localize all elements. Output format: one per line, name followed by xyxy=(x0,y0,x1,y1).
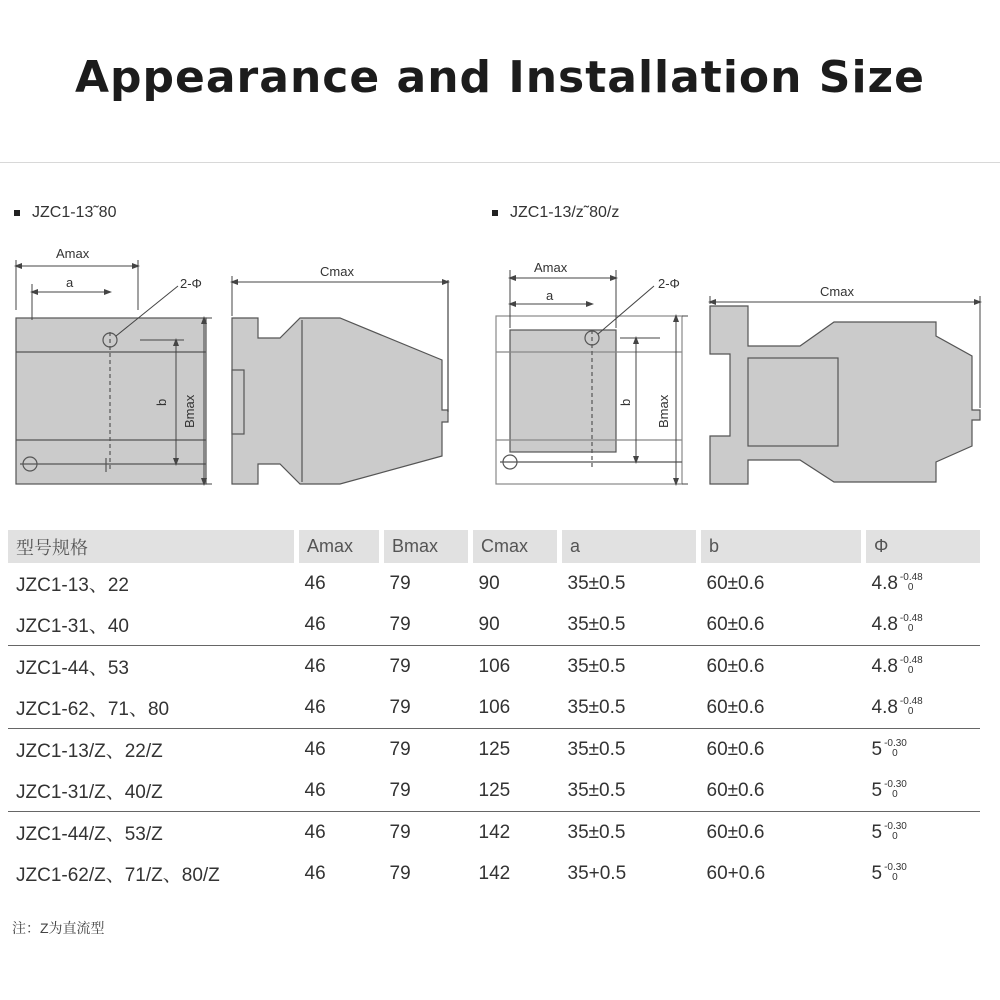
cell-bmax: 79 xyxy=(389,655,411,677)
size-table xyxy=(8,530,980,894)
header-phi: Φ xyxy=(864,530,981,563)
table-row xyxy=(8,646,980,688)
tol-lower: 0 xyxy=(907,582,914,594)
cell-bmax: 79 xyxy=(382,604,471,646)
cell-phi xyxy=(864,604,981,646)
phi-tolerance xyxy=(900,697,923,717)
amax-label-ac: Amax xyxy=(56,246,90,261)
cell-phi xyxy=(864,770,981,812)
section-label-dc xyxy=(492,204,619,222)
cell-model: JZC1-62、71、80 xyxy=(8,687,297,729)
tol-lower: 0 xyxy=(892,748,898,760)
b-label-ac: b xyxy=(154,398,169,406)
front-view-ac xyxy=(16,318,206,484)
table-row xyxy=(8,812,980,854)
amax-label-dc: Amax xyxy=(534,260,568,275)
hole-label-dc: 2-Φ xyxy=(658,276,680,291)
tol-lower: 0 xyxy=(892,789,898,801)
dimension-lines-ac-side xyxy=(232,276,446,316)
table-row xyxy=(8,604,980,646)
phi-tolerance xyxy=(900,614,923,634)
cell-phi xyxy=(864,853,981,894)
phi-value: 5 xyxy=(871,738,883,760)
tol-upper: -0.48 xyxy=(899,696,923,708)
cell-amax: 46 xyxy=(304,821,326,843)
cell-bmax: 79 xyxy=(382,770,471,812)
cell-b: 60±0.6 xyxy=(706,821,765,843)
tol-lower: 0 xyxy=(907,665,914,677)
cell-a: 35±0.5 xyxy=(560,604,699,646)
phi-tolerance xyxy=(884,822,907,842)
cell-a: 35±0.5 xyxy=(567,655,626,677)
cell-phi xyxy=(864,563,981,604)
cmax-label-ac: Cmax xyxy=(320,264,354,279)
footnote: 注：Z为直流型 xyxy=(12,920,105,936)
hole-label-ac: 2-Φ xyxy=(180,276,202,291)
cell-amax: 46 xyxy=(304,862,326,884)
cell-cmax: 125 xyxy=(478,738,511,760)
cell-amax: 46 xyxy=(297,770,382,812)
cell-phi xyxy=(864,729,981,771)
table-row xyxy=(8,853,980,894)
section-label-ac xyxy=(14,204,116,222)
cell-amax: 46 xyxy=(304,738,326,760)
cell-model: JZC1-44/Z、53/Z xyxy=(16,824,163,845)
tol-upper: -0.48 xyxy=(899,613,923,625)
cell-a: 35+0.5 xyxy=(567,862,627,884)
cell-b: 60±0.6 xyxy=(706,655,765,677)
cell-bmax: 79 xyxy=(389,821,411,843)
cell-a: 35±0.5 xyxy=(567,821,626,843)
header-a: a xyxy=(560,530,699,563)
tol-lower: 0 xyxy=(907,623,914,635)
table-row xyxy=(8,770,980,812)
cell-amax: 46 xyxy=(297,687,382,729)
bmax-label-dc: Bmax xyxy=(656,394,671,428)
header-bmax: Bmax xyxy=(382,530,471,563)
a-label-ac: a xyxy=(66,275,74,290)
phi-tolerance xyxy=(900,656,923,676)
header-amax: Amax xyxy=(297,530,382,563)
phi-value: 4.8 xyxy=(871,613,898,635)
phi-tolerance xyxy=(884,863,907,883)
cell-cmax: 106 xyxy=(471,687,560,729)
table-row xyxy=(8,729,980,771)
dimension-drawings xyxy=(0,240,1000,500)
table-row xyxy=(8,687,980,729)
cell-model: JZC1-13/Z、22/Z xyxy=(16,741,163,762)
tol-upper: -0.48 xyxy=(899,655,923,667)
cell-b: 60±0.6 xyxy=(699,770,864,812)
cell-b: 60±0.6 xyxy=(706,738,765,760)
cell-cmax: 142 xyxy=(478,862,511,884)
phi-tolerance xyxy=(900,573,923,593)
cell-bmax: 79 xyxy=(389,738,411,760)
phi-value: 5 xyxy=(871,821,883,843)
cell-cmax: 125 xyxy=(471,770,560,812)
cell-model: JZC1-62/Z、71/Z、80/Z xyxy=(16,865,220,886)
section-label-ac-text: JZC1-13˜80 xyxy=(32,204,117,221)
side-view-dc xyxy=(710,306,980,484)
tol-upper: -0.30 xyxy=(884,821,907,833)
cell-cmax: 90 xyxy=(478,572,500,594)
cell-phi xyxy=(864,812,981,854)
cell-b: 60±0.6 xyxy=(699,687,864,729)
tol-upper: -0.30 xyxy=(884,862,907,874)
table-header-row xyxy=(8,530,980,563)
tol-lower: 0 xyxy=(892,872,898,884)
cell-model: JZC1-44、53 xyxy=(16,658,129,679)
cell-a: 35±0.5 xyxy=(567,572,626,594)
cell-a: 35±0.5 xyxy=(567,738,626,760)
cell-cmax: 106 xyxy=(478,655,511,677)
header-cmax: Cmax xyxy=(471,530,560,563)
cell-b: 60±0.6 xyxy=(699,604,864,646)
header-b: b xyxy=(699,530,864,563)
b-label-dc: b xyxy=(618,398,633,406)
cell-amax: 46 xyxy=(304,572,326,594)
cell-phi xyxy=(864,687,981,729)
phi-value: 5 xyxy=(871,862,883,884)
section-label-dc-text: JZC1-13/z˜80/z xyxy=(510,204,620,221)
cell-cmax: 90 xyxy=(471,604,560,646)
cell-model: JZC1-13、22 xyxy=(16,575,129,596)
phi-value: 4.8 xyxy=(871,572,898,594)
tol-upper: -0.48 xyxy=(899,572,923,584)
cell-model: JZC1-31/Z、40/Z xyxy=(8,770,297,812)
tol-upper: -0.30 xyxy=(884,738,907,750)
bullet-icon xyxy=(492,210,498,216)
cell-phi xyxy=(864,646,981,688)
a-label-dc: a xyxy=(546,288,554,303)
phi-value: 4.8 xyxy=(871,696,898,718)
title-divider xyxy=(0,162,1000,163)
cell-b: 60+0.6 xyxy=(706,862,766,884)
cell-bmax: 79 xyxy=(382,687,471,729)
cell-bmax: 79 xyxy=(389,862,411,884)
side-view-ac xyxy=(232,280,448,484)
table-row xyxy=(8,563,980,604)
tol-upper: -0.30 xyxy=(884,779,907,791)
phi-value: 5 xyxy=(871,779,883,801)
cell-model: JZC1-31、40 xyxy=(8,604,297,646)
header-model: 型号规格 xyxy=(8,530,297,563)
bullet-icon xyxy=(14,210,20,216)
cell-amax: 46 xyxy=(297,604,382,646)
tol-lower: 0 xyxy=(892,831,898,843)
cell-amax: 46 xyxy=(304,655,326,677)
cell-bmax: 79 xyxy=(389,572,411,594)
cell-b: 60±0.6 xyxy=(706,572,765,594)
cell-cmax: 142 xyxy=(478,821,511,843)
bmax-label-ac: Bmax xyxy=(182,394,197,428)
tol-lower: 0 xyxy=(907,706,914,718)
front-view-dc xyxy=(496,316,682,484)
phi-tolerance xyxy=(884,739,907,759)
page-title: Appearance and Installation Size xyxy=(74,52,926,103)
cell-a: 35±0.5 xyxy=(560,770,699,812)
phi-value: 4.8 xyxy=(871,655,898,677)
phi-tolerance xyxy=(884,780,907,800)
cmax-label-dc: Cmax xyxy=(820,284,854,299)
cell-a: 35±0.5 xyxy=(560,687,699,729)
